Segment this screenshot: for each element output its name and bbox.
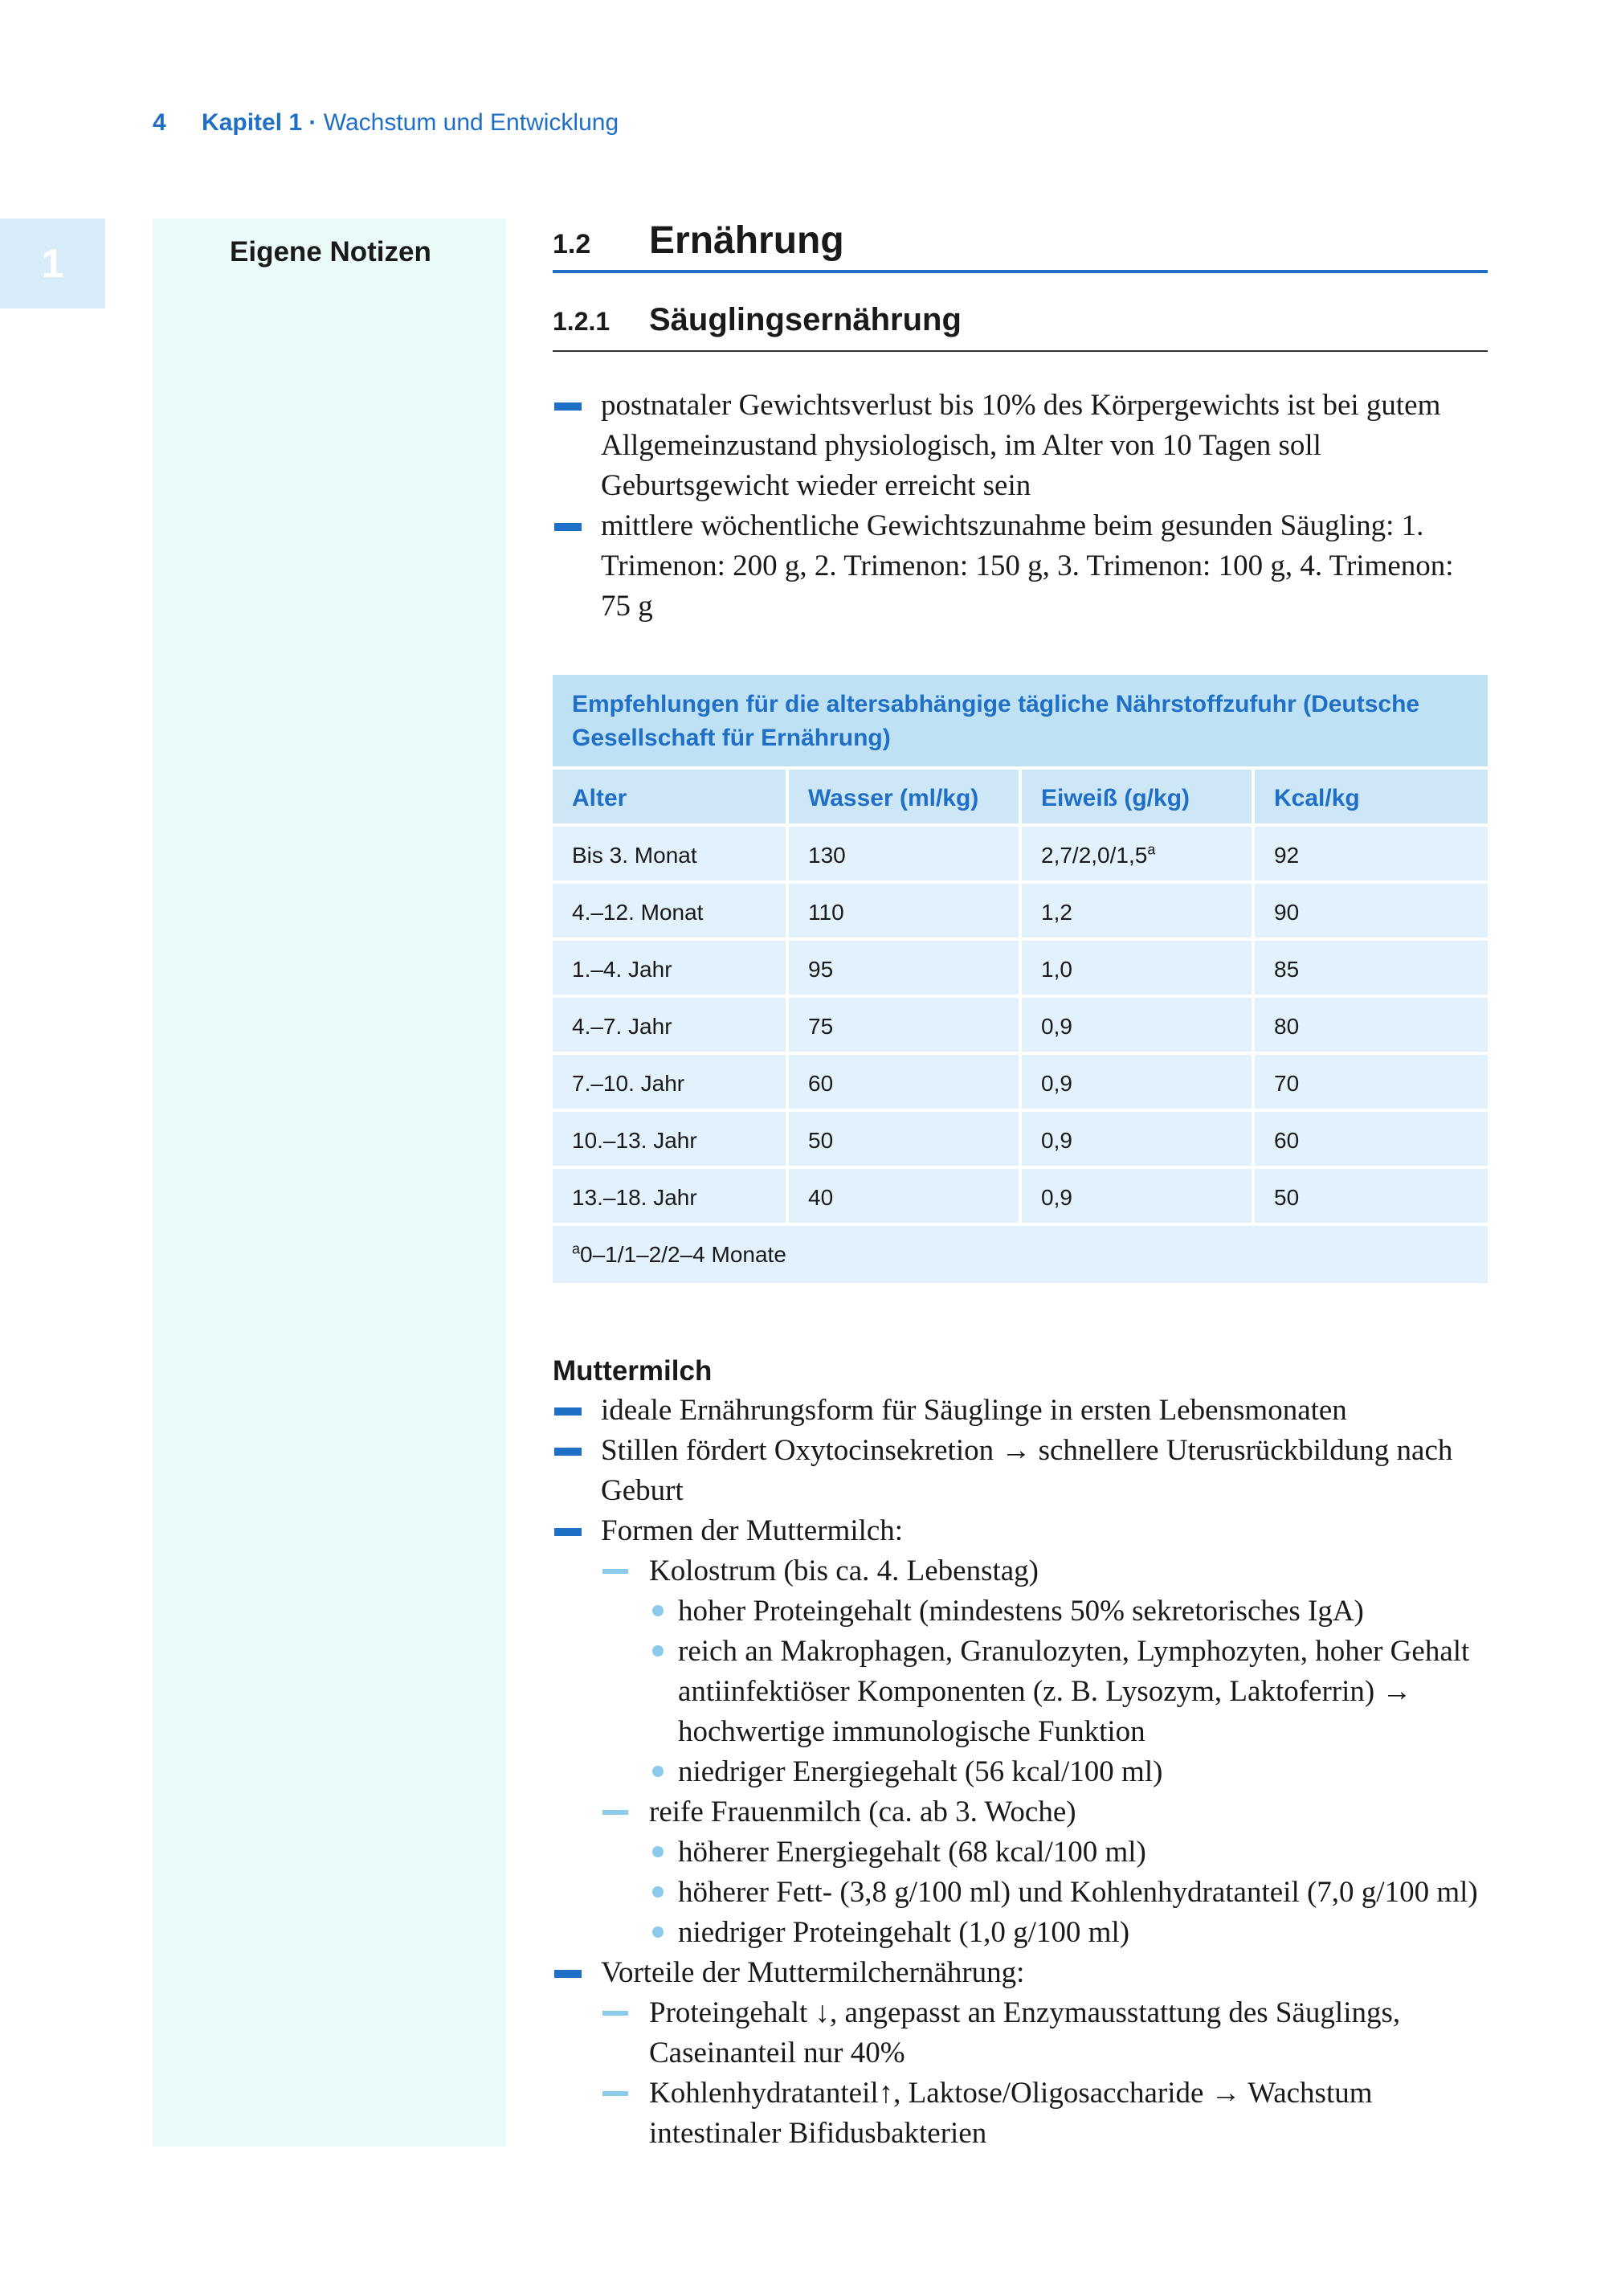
table-cell: 0,9: [1019, 1052, 1252, 1109]
chapter-title: Wachstum und Entwicklung: [316, 109, 619, 136]
list-item: mittlere wöchentliche Gewichtszunahme beim gesunden Säugling: 1. Trimenon: 200 g, 2. Trimenon: 150 g, 3. Trimenon: 100 g, 4. Trimenon: 75 g: [553, 506, 1488, 627]
chapter-label: Kapitel 1 ·: [202, 109, 317, 136]
forms-list: [601, 1551, 1488, 1953]
list-item: Formen der Muttermilch: Kolostrum (bis ca. 4. Lebenstag) hoher Proteingehalt (mindestens 50% sekretorisches IgA) reich an Makrophagen, Granulozyten, Lymphozyten, hoher Gehalt antiinfektiöser Komponenten (z. B. Lysozym, Laktoferrin) → hochwertige immunologische Funktion niedriger Energiegehalt (56 kcal/100 ml) reife Frauenmilch (ca. ab 3. Woche) höherer Energiegehalt (68 kcal/100 ml) höherer Fett- (3,8 g/100 ml) und Kohlenhydratanteil (7,0 g/100 ml) niedriger Proteingehalt (1,0 g/100 ml): [553, 1511, 1488, 1953]
dash-bullet-icon: [602, 1569, 628, 1574]
table-cell: 1,0: [1019, 938, 1252, 995]
dot-bullet-icon: [652, 1886, 664, 1898]
section-heading: [553, 219, 1488, 273]
table-cell: 90: [1252, 880, 1488, 938]
dash-bullet-icon: [602, 1810, 628, 1815]
table-cell: 1.–4. Jahr: [553, 938, 786, 995]
subsection-heading: [553, 302, 1488, 352]
table-cell: 130: [786, 823, 1019, 880]
table-cell: Bis 3. Monat: [553, 823, 786, 880]
dot-bullet-icon: [652, 1766, 664, 1777]
dash-bullet-icon: [554, 523, 582, 531]
table-header-cell: Alter: [553, 766, 786, 823]
table-header-cell: Eiweiß (g/kg): [1019, 766, 1252, 823]
table-cell: 0,9: [1019, 1109, 1252, 1166]
table-cell: 4.–7. Jahr: [553, 995, 786, 1052]
list-item: reife Frauenmilch (ca. ab 3. Woche) höherer Energiegehalt (68 kcal/100 ml) höherer Fett- (3,8 g/100 ml) und Kohlenhydratanteil (7,0 g/100 ml) niedriger Proteingehalt (1,0 g/100 ml): [601, 1792, 1488, 1953]
table-cell: 50: [1252, 1166, 1488, 1223]
table-cell: 10.–13. Jahr: [553, 1109, 786, 1166]
table-cell: 70: [1252, 1052, 1488, 1109]
subsection-number: 1.2.1: [553, 307, 610, 336]
dot-bullet-icon: [652, 1605, 664, 1616]
dot-bullet-icon: [652, 1926, 664, 1938]
nutrient-table: [553, 675, 1488, 1283]
list-item: Vorteile der Muttermilchernährung: Proteingehalt ↓, angepasst an Enzymausstattung des Säuglings, Caseinanteil nur 40% Kohlenhydratanteil↑, Laktose/Oligosaccharide → Wachstum intestinaler Bifidusbakterien: [553, 1953, 1488, 2154]
table-header-cell: Wasser (ml/kg): [786, 766, 1019, 823]
table-header-cell: Kcal/kg: [1252, 766, 1488, 823]
section-title: Ernährung: [649, 219, 844, 262]
table-cell: 85: [1252, 938, 1488, 995]
list-item: Kohlenhydratanteil↑, Laktose/Oligosaccharide → Wachstum intestinaler Bifidusbakterien: [601, 2073, 1488, 2154]
dash-bullet-icon: [554, 402, 582, 411]
dash-bullet-icon: [554, 1448, 582, 1456]
list-item: Stillen fördert Oxytocinsekretion → schnellere Uterusrückbildung nach Geburt: [553, 1431, 1488, 1511]
list-item: niedriger Proteingehalt (1,0 g/100 ml): [649, 1913, 1488, 1953]
list-item: Proteingehalt ↓, angepasst an Enzymausstattung des Säuglings, Caseinanteil nur 40%: [601, 1993, 1488, 2073]
table-cell: 80: [1252, 995, 1488, 1052]
dash-bullet-icon: [554, 1407, 582, 1416]
running-header: [153, 109, 619, 137]
table-cell: 95: [786, 938, 1019, 995]
table-cell: 0,9: [1019, 1166, 1252, 1223]
table-cell: 2,7/2,0/1,5$^a$: [1019, 823, 1252, 880]
table-cell: 40: [786, 1166, 1019, 1223]
table-cell: 110: [786, 880, 1019, 938]
reife-list: [649, 1832, 1488, 1953]
list-item: Kolostrum (bis ca. 4. Lebenstag) hoher Proteingehalt (mindestens 50% sekretorisches IgA) reich an Makrophagen, Granulozyten, Lymphozyten, hoher Gehalt antiinfektiöser Komponenten (z. B. Lysozym, Laktoferrin) → hochwertige immunologische Funktion niedriger Energiegehalt (56 kcal/100 ml): [601, 1551, 1488, 1792]
table-footnote: $^a$0–1/1–2/2–4 Monate: [553, 1223, 1488, 1283]
muttermilch-heading: Muttermilch: [553, 1355, 713, 1387]
vorteile-list: [601, 1993, 1488, 2154]
table-cell: 1,2: [1019, 880, 1252, 938]
table-cell: 0,9: [1019, 995, 1252, 1052]
table-grid: [553, 766, 1488, 1223]
dash-bullet-icon: [554, 1528, 582, 1536]
list-item: reich an Makrophagen, Granulozyten, Lymphozyten, hoher Gehalt antiinfektiöser Komponenten (z. B. Lysozym, Laktoferrin) → hochwertige immunologische Funktion: [649, 1632, 1488, 1752]
table-cell: 60: [1252, 1109, 1488, 1166]
table-cell: 92: [1252, 823, 1488, 880]
intro-list: [553, 386, 1488, 627]
page-number: 4: [153, 109, 166, 136]
table-caption: Empfehlungen für die altersabhängige tägliche Nährstoffzufuhr (Deutsche Gesellschaft für Ernährung): [553, 675, 1488, 766]
list-item: hoher Proteingehalt (mindestens 50% sekretorisches IgA): [649, 1591, 1488, 1632]
list-item: höherer Energiegehalt (68 kcal/100 ml): [649, 1832, 1488, 1873]
muttermilch-list: [553, 1391, 1488, 2154]
table-cell: 60: [786, 1052, 1019, 1109]
dash-bullet-icon: [554, 1970, 582, 1978]
table-cell: 50: [786, 1109, 1019, 1166]
table-cell: 4.–12. Monat: [553, 880, 786, 938]
dash-bullet-icon: [602, 2011, 628, 2016]
main-content: [553, 219, 1488, 2154]
table-cell: 75: [786, 995, 1019, 1052]
table-cell: 13.–18. Jahr: [553, 1166, 786, 1223]
section-number: 1.2: [553, 229, 591, 259]
list-item: niedriger Energiegehalt (56 kcal/100 ml): [649, 1752, 1488, 1792]
dot-bullet-icon: [652, 1846, 664, 1857]
dash-bullet-icon: [602, 2091, 628, 2096]
notes-column: [153, 219, 506, 2147]
list-item: ideale Ernährungsform für Säuglinge in ersten Lebensmonaten: [553, 1391, 1488, 1431]
table-cell: 7.–10. Jahr: [553, 1052, 786, 1109]
chapter-thumb-tab: 1: [0, 219, 105, 308]
dot-bullet-icon: [652, 1645, 664, 1657]
kolostrum-list: [649, 1591, 1488, 1792]
notes-title: Eigene Notizen: [230, 236, 431, 268]
list-item: höherer Fett- (3,8 g/100 ml) und Kohlenhydratanteil (7,0 g/100 ml): [649, 1873, 1488, 1913]
subsection-title: Säuglingsernährung: [649, 302, 962, 337]
footnote-mark: a: [1147, 841, 1156, 858]
list-item: postnataler Gewichtsverlust bis 10% des Körpergewichts ist bei gutem Allgemeinzustand physiologisch, im Alter von 10 Tagen soll Geburtsgewicht wieder erreicht sein: [553, 386, 1488, 506]
